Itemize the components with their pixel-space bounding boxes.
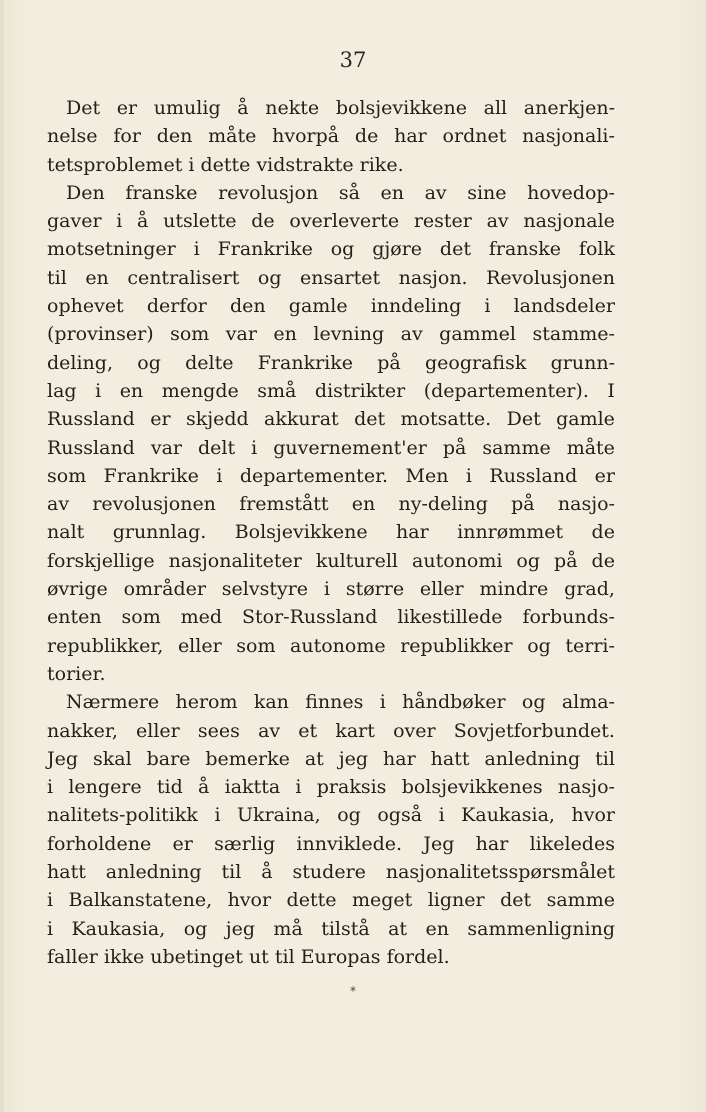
text-line: deling, og delte Frankrike på geografisk grunn- (47, 351, 615, 374)
text-line: faller ikke ubetinget ut til Europas fordel. (47, 945, 450, 968)
text-line: lag i en mengde små distrikter (departementer). I (47, 379, 615, 402)
body-text (47, 94, 615, 971)
text-line: nalitets-politikk i Ukraina, og også i Kaukasia, hvor (47, 804, 615, 827)
page-edge (0, 0, 4, 1112)
text-line: forholdene er særlig innviklede. Jeg har likeledes (47, 832, 615, 855)
text-line: som Frankrike i departementer. Men i Russland er (47, 464, 615, 487)
text-line: Russland var delt i guvernement'er på samme måte (47, 436, 615, 459)
text-line: nelse for den måte hvorpå de har ordnet nasjonali- (47, 125, 615, 148)
text-line: i Balkanstatene, hvor dette meget ligner det samme (47, 889, 615, 912)
asterisk-ornament: * (350, 984, 356, 998)
text-line: Det er umulig å nekte bolsjevikkene all anerkjen- (66, 97, 615, 119)
text-line: Nærmere herom kan finnes i håndbøker og alma- (66, 691, 615, 714)
text-line: hatt anledning til å studere nasjonalitetsspørsmålet (47, 861, 615, 884)
text-line: Den franske revolusjon så en av sine hovedop- (66, 181, 615, 204)
text-line: nakker, eller sees av et kart over Sovjetforbundet. (47, 719, 615, 742)
text-line: tetsproblemet i dette vidstrakte rike. (47, 153, 404, 176)
text-line: øvrige områder selvstyre i større eller mindre grad, (47, 578, 615, 601)
text-line: Jeg skal bare bemerke at jeg har hatt anledning til (47, 747, 615, 770)
text-line: (provinser) som var en levning av gammel stamme- (47, 323, 615, 346)
text-line: i Kaukasia, og jeg må tilstå at en sammenligning (47, 917, 615, 940)
text-line: til en centralisert og ensartet nasjon. Revolusjonen (47, 266, 615, 289)
text-line: republikker, eller som autonome republikker og terri- (47, 634, 615, 657)
text-line: torier. (47, 662, 106, 685)
page-number: 37 (339, 48, 367, 72)
text-line: ophevet derfor den gamle inndeling i landsdeler (47, 295, 615, 318)
text-line: i lengere tid å iaktta i praksis bolsjevikkenes nasjo- (47, 776, 615, 799)
text-line: enten som med Stor-Russland likestillede forbunds- (47, 606, 615, 629)
text-line: motsetninger i Frankrike og gjøre det franske folk (47, 238, 615, 261)
text-line: nalt grunnlag. Bolsjevikkene har innrømmet de (47, 521, 615, 544)
text-line: Russland er skjedd akkurat det motsatte. Det gamle (47, 408, 615, 431)
text-line: av revolusjonen fremstått en ny-deling på nasjo- (47, 493, 615, 516)
text-line: forskjellige nasjonaliteter kulturell autonomi og på de (47, 549, 615, 572)
text-line: gaver i å utslette de overleverte rester av nasjonale (47, 210, 615, 233)
